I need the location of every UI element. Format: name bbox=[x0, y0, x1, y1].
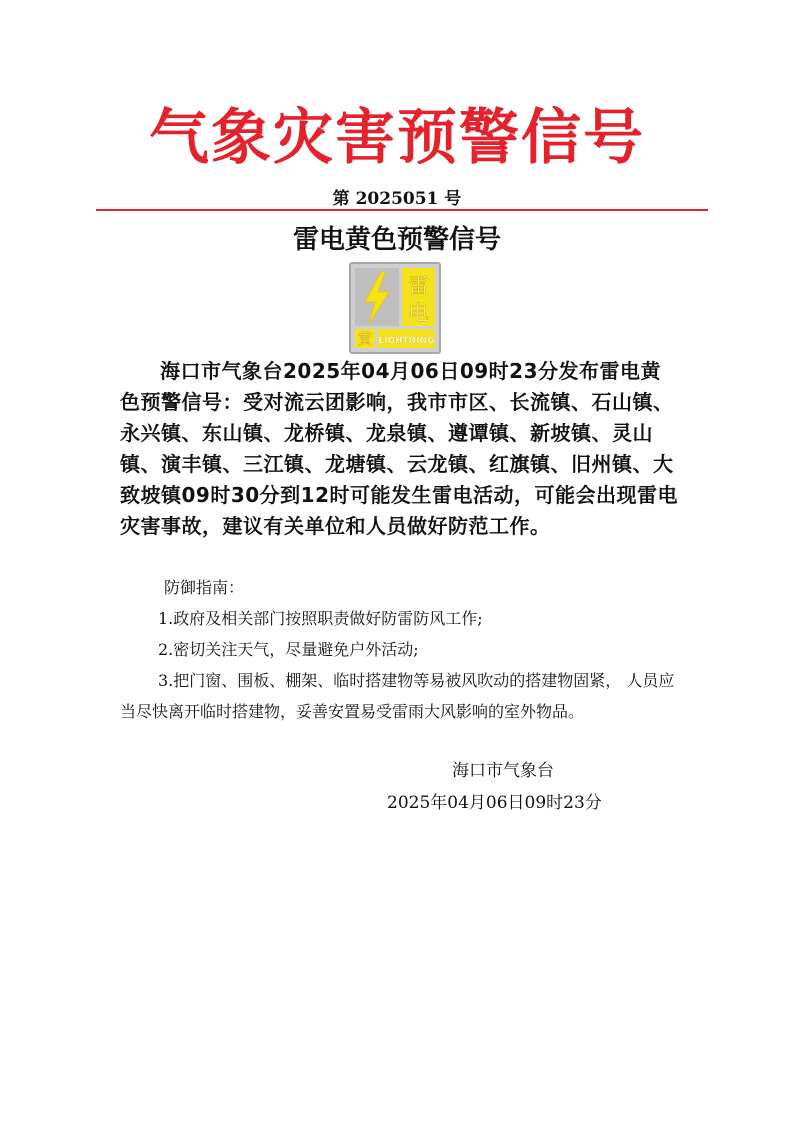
lightning-icon-graphic bbox=[351, 264, 439, 352]
icon-char-middle: 电 bbox=[408, 301, 429, 325]
icon-char-top: 雷 bbox=[408, 274, 429, 298]
document-number: 第 2025051 号 bbox=[332, 189, 462, 209]
guide-item-3: 3.把门窗、围板、棚架、临时搭建物等易被风吹动的搭建物固紧， 人员应当尽快离开临时搭建物，妥善安置易受雷雨大风影响的室外物品。 bbox=[120, 671, 675, 721]
lightning-yellow-warning-icon bbox=[349, 262, 441, 354]
guide-item-2: 2.密切关注天气，尽量避免户外活动; bbox=[158, 640, 419, 659]
guide-heading: 防御指南： bbox=[164, 578, 245, 597]
icon-char-bottom: 黄 bbox=[357, 330, 373, 348]
guide-item-1: 1.政府及相关部门按照职责做好防雷防风工作; bbox=[158, 609, 483, 628]
signature-date: 2025年04月06日09时23分 bbox=[387, 793, 602, 813]
signature-org: 海口市气象台 bbox=[452, 761, 554, 781]
signal-title: 雷电黄色预警信号 bbox=[292, 225, 501, 255]
warning-body-text: 海口市气象台2025年04月06日09时23分发布雷电黄色预警信号：受对流云团影响，我市市区、长流镇、石山镇、永兴镇、东山镇、龙桥镇、龙泉镇、遵谭镇、新坡镇、灵山镇、演丰镇、三江镇、龙塘镇、云龙镇、红旗镇、旧州镇、大致坡镇09时30分到12时可能发生雷电活动，可能会出现雷电灾害事故，建议有关单位和人员做好防范工作。 bbox=[120, 359, 678, 538]
icon-english-label: LIGHTNING bbox=[378, 336, 435, 346]
masthead-title: 气象灾害预警信号 bbox=[149, 103, 645, 173]
red-divider-line bbox=[96, 209, 708, 211]
